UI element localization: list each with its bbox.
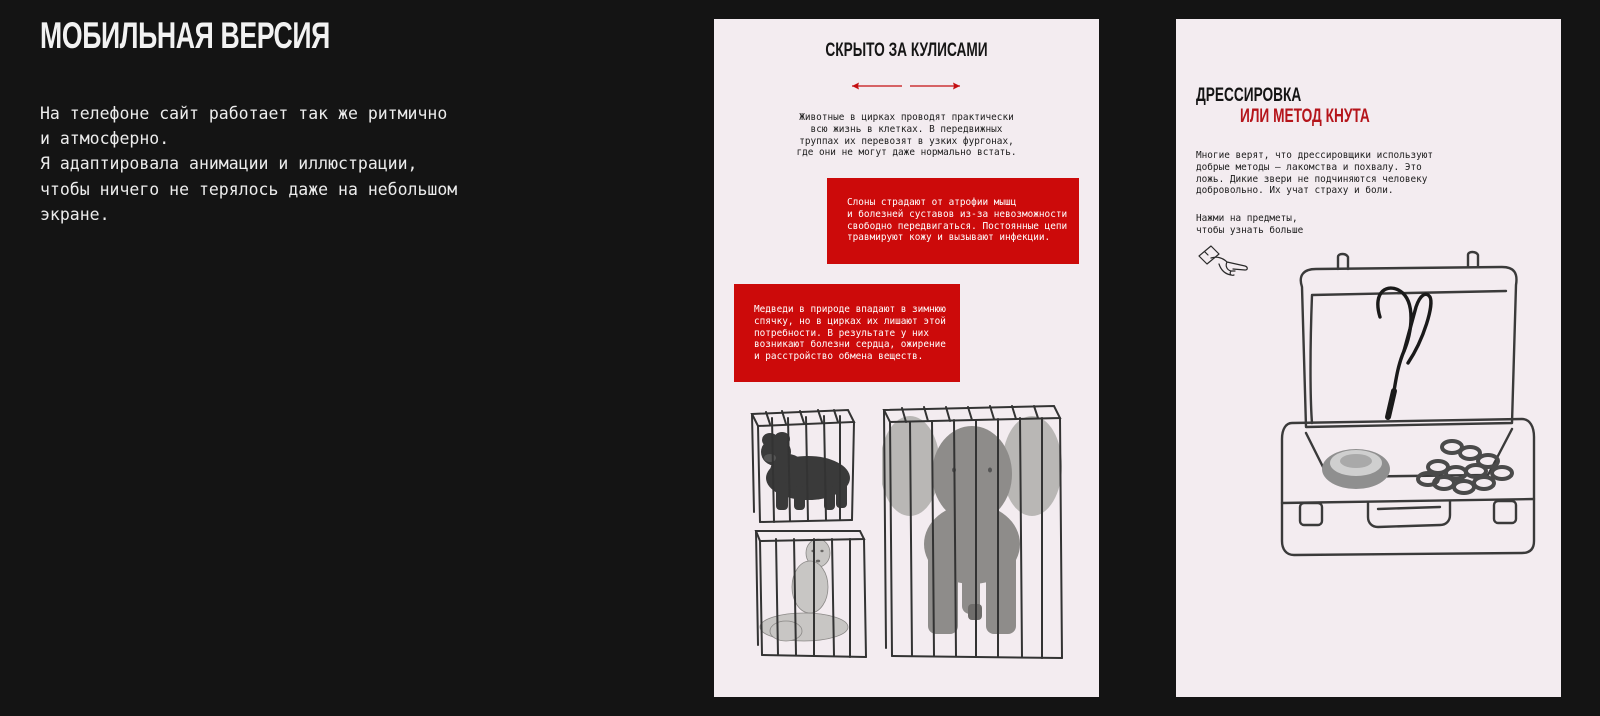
arrow-left-icon[interactable]: [852, 83, 902, 90]
text-line: ложь. Дикие звери не подчиняются человеку: [1196, 173, 1428, 185]
text-line: Нажми на предметы,: [1196, 213, 1298, 224]
page-title: МОБИЛЬНАЯ ВЕРСИЯ: [40, 15, 330, 56]
intro-line: чтобы ничего не терялось даже на небольшом: [40, 179, 458, 199]
text-line: добровольно. Их учат страху и боли.: [1196, 185, 1394, 197]
intro-paragraph: [1196, 150, 1433, 197]
text-line: чтобы узнать больше: [1196, 224, 1304, 236]
text-line: потребности. В результате у них: [754, 327, 929, 339]
hint-text: [1196, 213, 1303, 237]
text-line: возникают болезни сердца, ожирение: [754, 339, 946, 351]
text-line: свободно передвигаться. Постоянные цепи: [847, 220, 1068, 232]
elephants-fact-card: [827, 178, 1079, 264]
pointing-hand-icon[interactable]: [1197, 244, 1251, 278]
text-line: травмируют кожу и вызывают инфекции.: [847, 232, 1051, 244]
mobile-screen-behind-scenes: [714, 19, 1099, 697]
intro-text: [40, 101, 460, 227]
text-line: добрые методы — лакомства и похвалу. Это: [1196, 161, 1422, 173]
intro-line: На телефоне сайт работает так же ритмично: [40, 104, 448, 123]
mobile-screen-training: [1176, 19, 1561, 697]
bears-fact-card: [734, 284, 960, 382]
screen-title: СКРЫТО ЗА КУЛИСАМИ: [825, 40, 988, 61]
text-line: и расстройство обмена веществ.: [754, 351, 924, 363]
text-line: где они не могут даже нормально встать.: [796, 147, 1017, 159]
text-line: труппах их перевозят в узких фургонах,: [799, 135, 1014, 147]
lioness-in-cage-illustration[interactable]: [752, 527, 868, 661]
text-line: Многие верят, что дрессировщики используют: [1196, 150, 1434, 161]
screen-subtitle: ИЛИ МЕТОД КНУТА: [1240, 106, 1370, 127]
intro-line: экране.: [40, 204, 110, 224]
intro-line: и атмосферно.: [40, 129, 170, 149]
screen-title: ДРЕССИРОВКА: [1196, 85, 1302, 106]
text-line: Слоны страдают от атрофии мышц: [847, 197, 1017, 208]
elephant-in-cage-illustration[interactable]: [882, 404, 1064, 664]
text-line: Медведи в природе впадают в зимнюю: [754, 304, 946, 315]
text-line: и болезней суставов из-за невозможности: [847, 208, 1068, 220]
arrow-right-icon[interactable]: [910, 83, 960, 90]
intro-paragraph: [714, 112, 1099, 159]
arrows-decoration: [850, 79, 962, 93]
intro-line: Я адаптировала анимации и иллюстрации,: [40, 154, 418, 174]
suitcase-with-tools-illustration[interactable]: [1276, 247, 1538, 593]
text-line: всю жизнь в клетках. В передвижных: [810, 123, 1003, 135]
text-line: спячку, но в цирках их лишают этой: [754, 315, 946, 327]
bear-in-cage-illustration[interactable]: [748, 408, 858, 526]
text-line: Животные в цирках проводят практически: [799, 112, 1014, 123]
